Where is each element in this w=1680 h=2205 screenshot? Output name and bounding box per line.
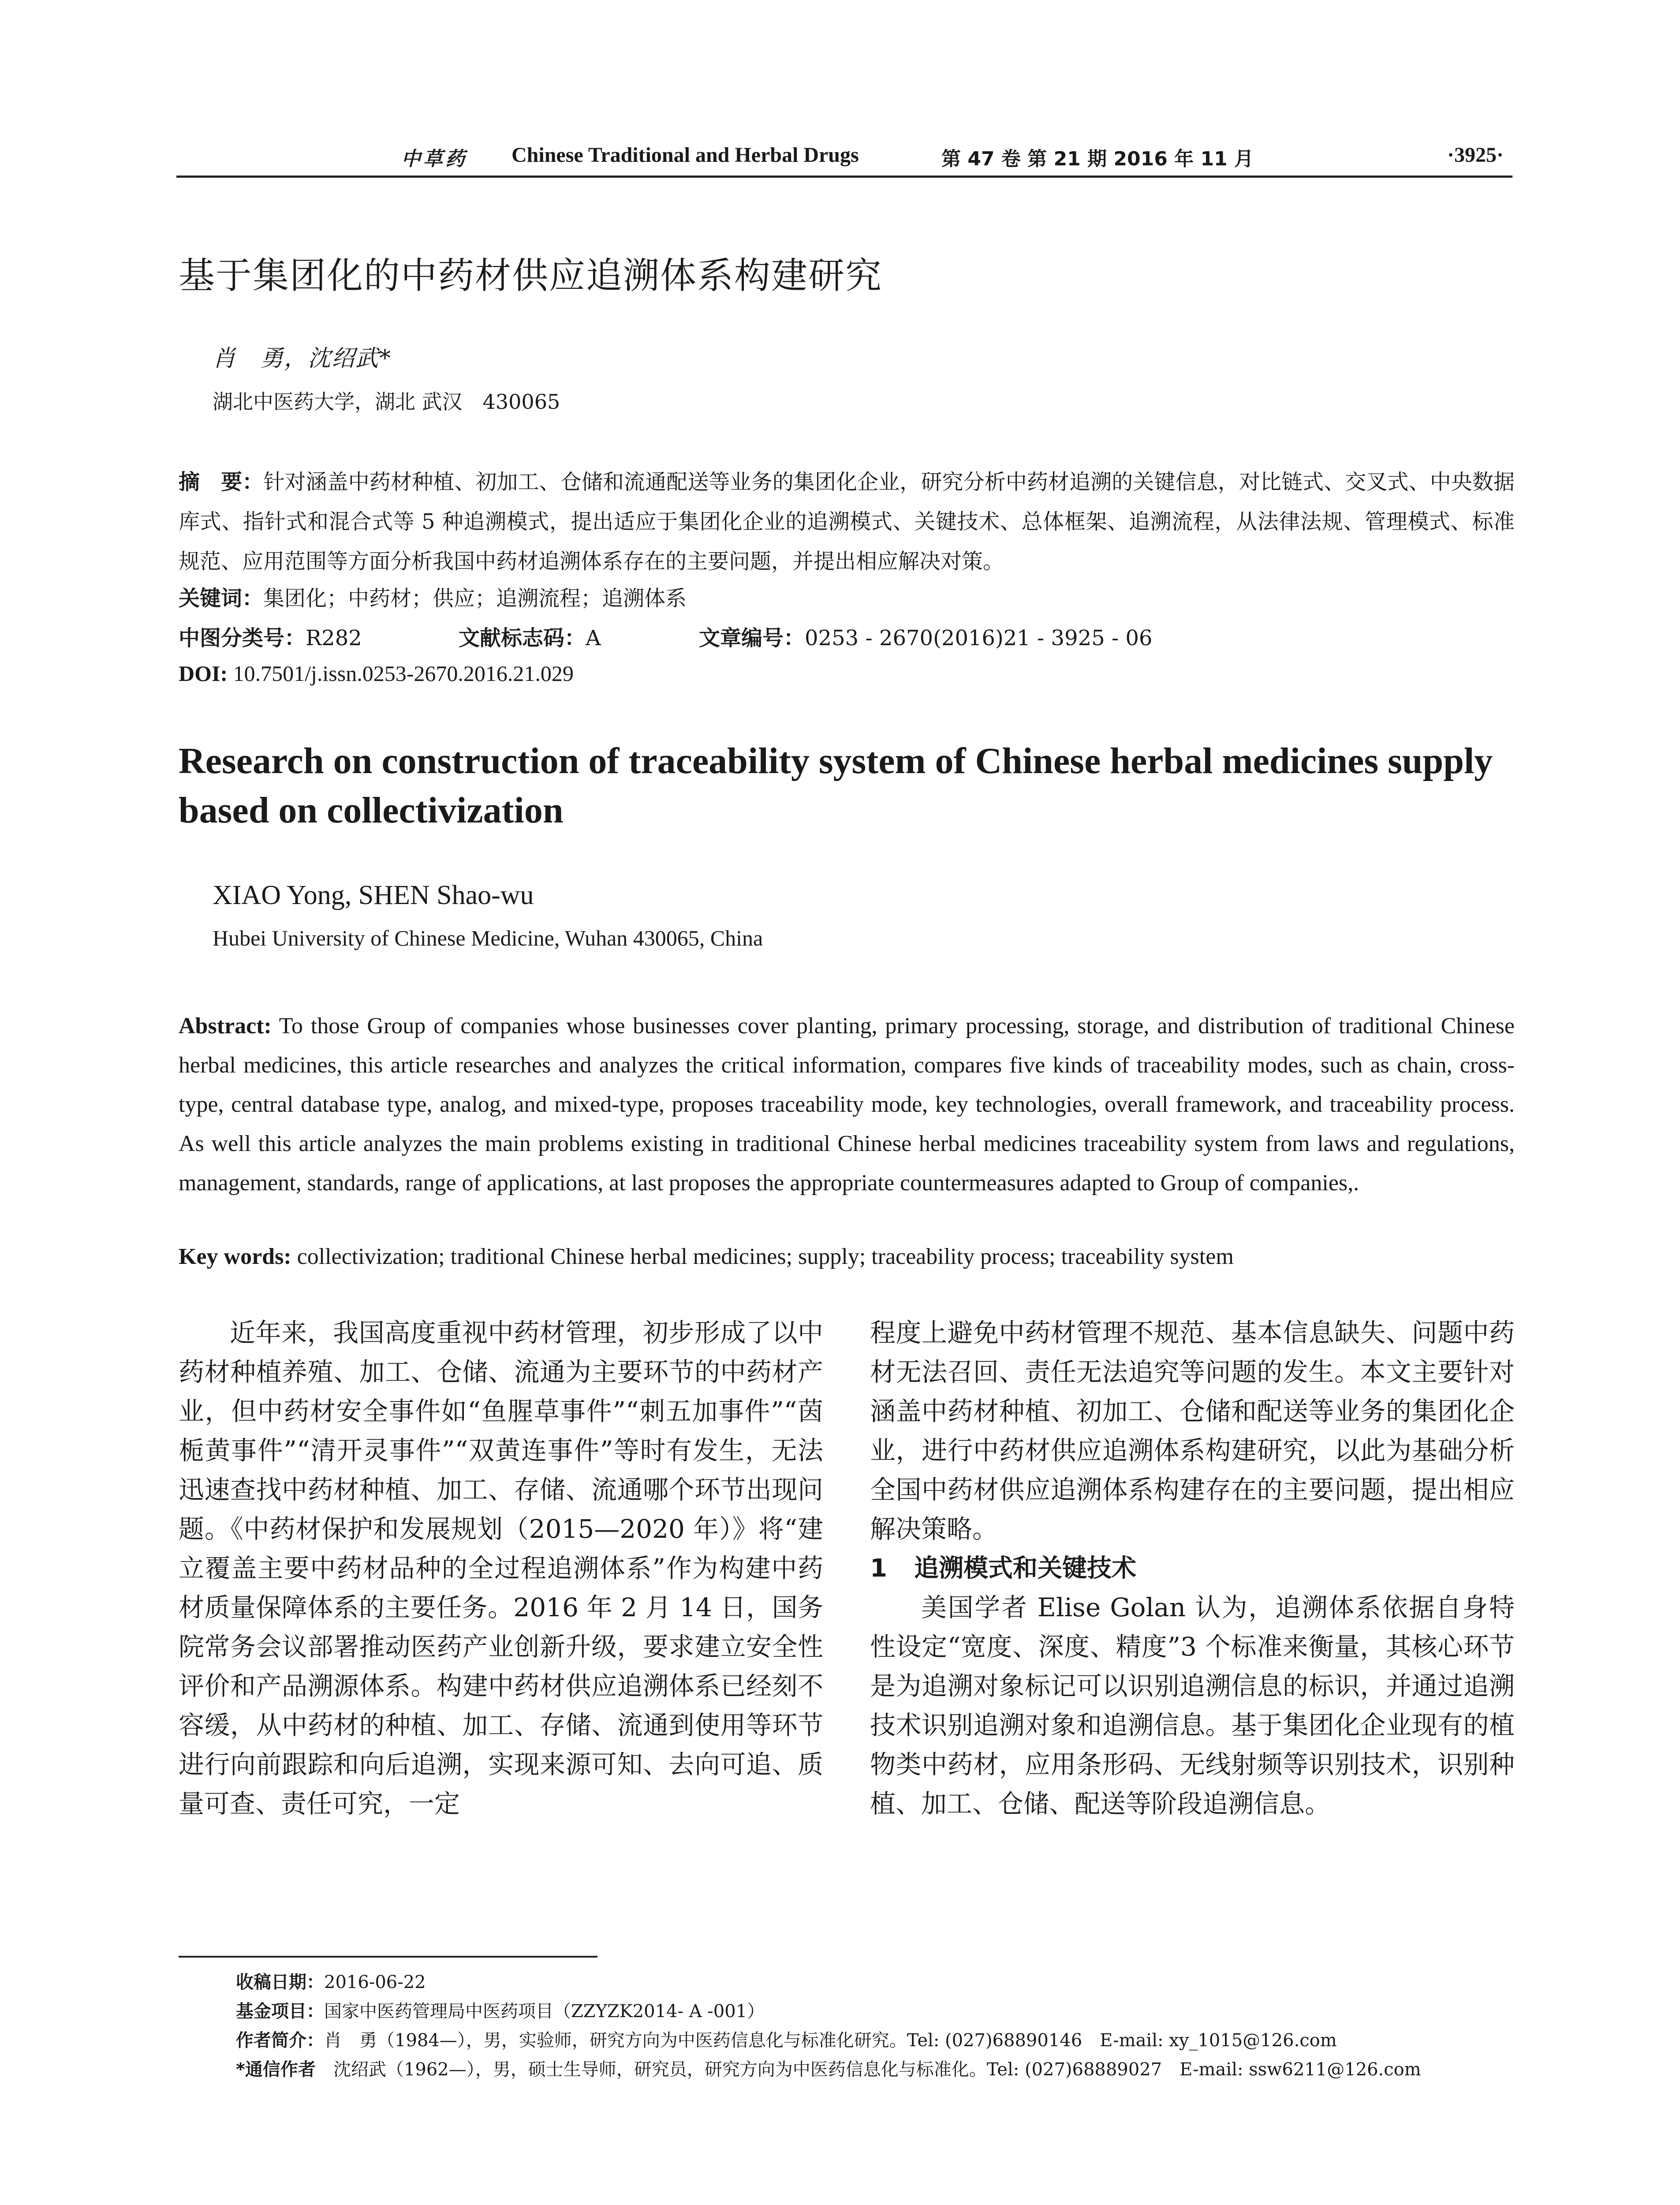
author-value: 肖 勇（1984—），男，实验师，研究方向为中医药信息化与标准化研究。Tel: (027)68890146 E-mail: xy_1015@126.com (324, 2030, 1337, 2051)
abstract-cn-label: 摘 要： (179, 470, 264, 494)
section-title: 追溯模式和关键技术 (914, 1554, 1136, 1583)
footnotes (236, 1968, 1515, 2084)
abstract-en (179, 1006, 1515, 1203)
footnote-corresponding (236, 2055, 1515, 2084)
abstract-en-text: To those Group of companies whose businesses cover planting, primary processing, storage, and distribution of traditional Chinese herbal medicines, this article researches and analyzes the critical information, compares five kinds of traceability modes, such as chain, cross-type, central database type, analog, and mixed-type, proposes traceability mode, key technologies, overall framework, and traceability process. As well this article analyzes the main problems existing in traditional Chinese herbal medicines traceability system from laws and regulations, management, standards, range of applications, at last proposes the appropriate countermeasures adapted to Group of companies,. (179, 1013, 1515, 1196)
keywords-en-text: collectivization; traditional Chinese herbal medicines; supply; traceability process; traceability system (297, 1244, 1234, 1269)
body-paragraph-continued: 程度上避免中药材管理不规范、基本信息缺失、问题中药材无法召回、责任无法追究等问题的发生。本文主要针对涵盖中药材种植、初加工、仓储和配送等业务的集团化企业，进行中药材供应追溯体系构建研究，以此为基础分析全国中药材供应追溯体系构建存在的主要问题，提出相应解决策略。 (870, 1318, 1515, 1544)
corresponding-value: 沈绍武（1962—），男，硕士生导师，研究员，研究方向为中医药信息化与标准化。Tel: (027)68889027 E-mail: ssw6211@126.com (333, 2059, 1421, 2080)
page-number: ·3925· (1447, 143, 1504, 167)
footnote-divider (179, 1956, 597, 1958)
abstract-en-label: Abstract: (179, 1013, 272, 1039)
body-paragraph-intro: 近年来，我国高度重视中药材管理，初步形成了以中药材种植养殖、加工、仓储、流通为主要环节的中药材产业，但中药材安全事件如“鱼腥草事件”“刺五加事件”“茵栀黄事件”“清开灵事件”“双黄连事件”等时有发生，无法迅速查找中药材种植、加工、存储、流通哪个环节出现问题。《中药材保护和发展规划（2015—2020 年）》将“建立覆盖主要中药材品种的全过程追溯体系”作为构建中药材质量保障体系的主要任务。2016 年 2 月 14 日，国务院常务会议部署推动医药产业创新升级，要求建立安全性评价和产品溯源体系。构建中药材供应追溯体系已经刻不容缓，从中药材的种植、加工、存储、流通到使用等环节进行向前跟踪和向后追溯，实现来源可知、去向可追、质量可查、责任可究，一定 (179, 1318, 823, 1819)
journal-name-en: Chinese Traditional and Herbal Drugs (511, 143, 859, 167)
clc-label: 中图分类号： (179, 626, 306, 650)
running-header (176, 140, 1512, 178)
article-number-label: 文章编号： (699, 626, 805, 650)
doi-row (179, 661, 574, 686)
doc-code-label: 文献标志码： (459, 626, 586, 650)
footnote-received (236, 1968, 1515, 1997)
corresponding-label: *通信作者 (236, 2059, 316, 2080)
abstract-cn-text: 针对涵盖中药材种植、初加工、仓储和流通配送等业务的集团化企业，研究分析中药材追溯的关键信息，对比链式、交叉式、中央数据库式、指针式和混合式等 5 种追溯模式，提出适应于集团化企业的追溯模式、关键技术、总体框架、追溯流程，从法律法规、管理模式、标准规范、应用范围等方面分析我国中药材追溯体系存在的主要问题，并提出相应解决对策。 (179, 470, 1515, 574)
clc-value: R282 (306, 626, 362, 650)
keywords-cn-label: 关键词： (179, 586, 264, 611)
authors-cn: 肖 勇，沈绍武* (213, 345, 392, 372)
journal-name-cn: 中草药 (401, 148, 467, 170)
abstract-cn (179, 462, 1515, 581)
fund-value: 国家中医药管理局中医药项目（ZZYZK2014- A -001） (324, 2001, 765, 2022)
keywords-cn-text: 集团化；中药材；供应；追溯流程；追溯体系 (263, 586, 687, 611)
title-cn: 基于集团化的中药材供应追溯体系构建研究 (179, 255, 883, 297)
authors-en: XIAO Yong, SHEN Shao-wu (213, 880, 534, 910)
title-en: Research on construction of traceability system of Chinese herbal medicines supply based on collectivization (179, 740, 1493, 831)
affiliation-en: Hubei University of Chinese Medicine, Wuhan 430065, China (213, 926, 763, 950)
section-number: 1 (870, 1554, 887, 1583)
body-column-left (179, 1313, 823, 1824)
received-value: 2016-06-22 (324, 1972, 426, 1992)
fund-label: 基金项目： (236, 2001, 324, 2022)
article-number-value: 0253 - 2670(2016)21 - 3925 - 06 (805, 626, 1153, 650)
keywords-en (179, 1244, 1234, 1270)
footnote-author (236, 2026, 1515, 2055)
body-column-right (870, 1313, 1515, 1824)
doi-label: DOI: (179, 661, 228, 686)
issue-info: 第 47 卷 第 21 期 2016 年 11 月 (941, 148, 1254, 170)
footnote-fund (236, 1997, 1515, 2026)
doi-value[interactable]: 10.7501/j.issn.0253-2670.2016.21.029 (233, 661, 574, 686)
keywords-en-label: Key words: (179, 1244, 291, 1269)
affiliation-cn: 湖北中医药大学，湖北 武汉 430065 (213, 390, 560, 414)
keywords-cn (179, 581, 687, 612)
author-label: 作者简介： (236, 2030, 324, 2051)
doc-code-value: A (586, 626, 601, 650)
classification-row (179, 621, 1515, 661)
received-label: 收稿日期： (236, 1972, 324, 1992)
body-paragraph-section1: 美国学者 Elise Golan 认为，追溯体系依据自身特性设定“宽度、深度、精度”3 个标准来衡量，其核心环节是为追溯对象标记可以识别追溯信息的标识，并通过追溯技术识别追溯对象和追溯信息。基于集团化企业现有的植物类中药材，应用条形码、无线射频等识别技术，识别种植、加工、仓储、配送等阶段追溯信息。 (870, 1592, 1515, 1819)
section-heading (870, 1549, 1515, 1588)
